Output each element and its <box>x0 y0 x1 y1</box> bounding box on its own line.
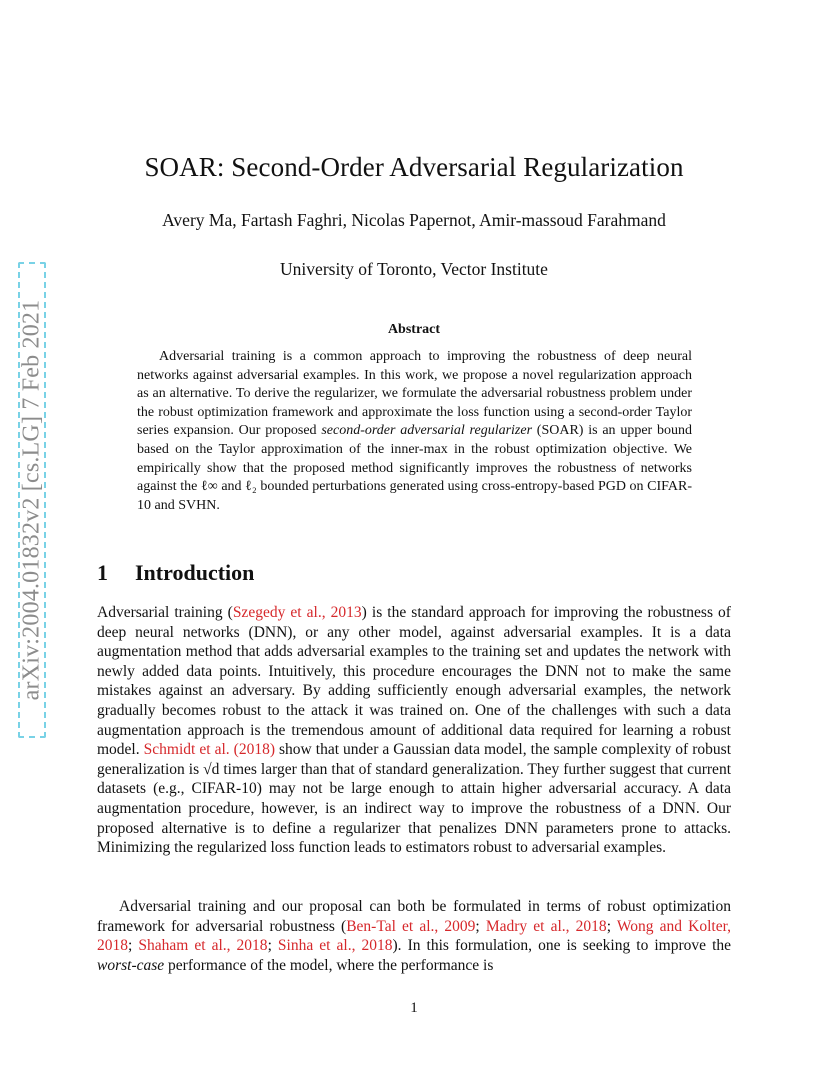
citation-ben-tal[interactable]: Ben-Tal et al., 2009 <box>346 917 476 935</box>
citation-shaham[interactable]: Shaham et al., 2018 <box>138 937 268 955</box>
intro-paragraph-2 <box>97 897 731 975</box>
para2-sep-2: ; <box>606 917 617 935</box>
para2-sep-1: ; <box>475 917 486 935</box>
section-heading <box>97 560 254 586</box>
affiliation: University of Toronto, Vector Institute <box>280 259 548 279</box>
intro-paragraph-1 <box>97 603 731 858</box>
paper-title: SOAR: Second-Order Adversarial Regularization <box>144 152 684 182</box>
section-title: Introduction <box>135 560 255 585</box>
para2-text-3: performance of the model, where the performance is <box>164 956 494 974</box>
para1-text-2: ) is the standard approach for improving the robustness of deep neural networks (DNN), or any other model, against adversarial examples. It is a data augmentation method that adds adversarial examples to the training set and updates the network with newly added data points. Intuitively, this procedure encourages the DNN not to make the same mistakes against an adversary. By adding sufficiently enough adversarial examples, the network gradually becomes robust to the attack it was trained on. One of the challenges with such a data augmentation approach is the tremendous amount of additional data required for learning a robust model. <box>97 604 731 759</box>
para2-text-1: Adversarial training and our proposal can both be formulated in terms of robust optimization framework for adversarial robustness ( <box>97 898 731 935</box>
para2-sep-3: ; <box>128 937 139 955</box>
para2-emphasis: worst-case <box>97 956 165 974</box>
para1-text-3: show that under a Gaussian data model, the sample complexity of robust generalization is √d times larger than that of standard generalization. They further suggest that current datasets (e.g., CIFAR-10) may not be large enough to attain higher adversarial accuracy. A data augmentation procedure, however, is an indirect way to improve the robustness of a DNN. Our proposed alternative is to define a regularizer that penalizes DNN parameters prone to attacks. Minimizing the regularized loss function leads to estimators robust to adversarial examples. <box>97 741 731 857</box>
para1-text-1: Adversarial training ( <box>97 604 233 621</box>
abstract-emphasis: second-order adversarial regularizer <box>321 423 533 439</box>
citation-schmidt[interactable]: Schmidt et al. (2018) <box>143 741 275 759</box>
para2-sep-4: ; <box>267 937 278 955</box>
abstract-heading: Abstract <box>387 322 441 337</box>
section-number: 1 <box>97 560 108 585</box>
citation-wong-kolter[interactable]: Wong and Kolter, 2018 <box>97 917 731 955</box>
citation-sinha[interactable]: Sinha et al., 2018 <box>277 937 393 955</box>
citation-szegedy[interactable]: Szegedy et al., 2013 <box>232 604 362 621</box>
abstract-text <box>137 348 692 515</box>
arxiv-stamp-text: arXiv:2004.01832v2 [cs.LG] 7 Feb 2021 <box>18 299 45 701</box>
abstract-part-1: Adversarial training is a common approach to improving the robustness of deep neural networks against adversarial examples. In this work, we propose a novel regularization approach as an alternative. To derive the regularizer, we formulate the adversarial robustness problem under the robust optimization framework and approximate the loss function using a second-order Taylor series expansion. Our proposed <box>137 349 692 439</box>
citation-madry[interactable]: Madry et al., 2018 <box>485 917 607 935</box>
abstract-part-2: (SOAR) is an upper bound based on the Taylor approximation of the inner-max in the robust optimization objective. We empirically show that the proposed method significantly improves the robustness of networks against the ℓ∞ and ℓ₂ bounded perturbations generated using cross-entropy-based PGD on CIFAR-10 and SVHN. <box>137 423 692 513</box>
para2-text-2: ). In this formulation, one is seeking to improve the <box>392 937 732 955</box>
page-number: 1 <box>410 1000 418 1016</box>
author-list: Avery Ma, Fartash Faghri, Nicolas Papernot, Amir-massoud Farahmand <box>162 210 666 230</box>
